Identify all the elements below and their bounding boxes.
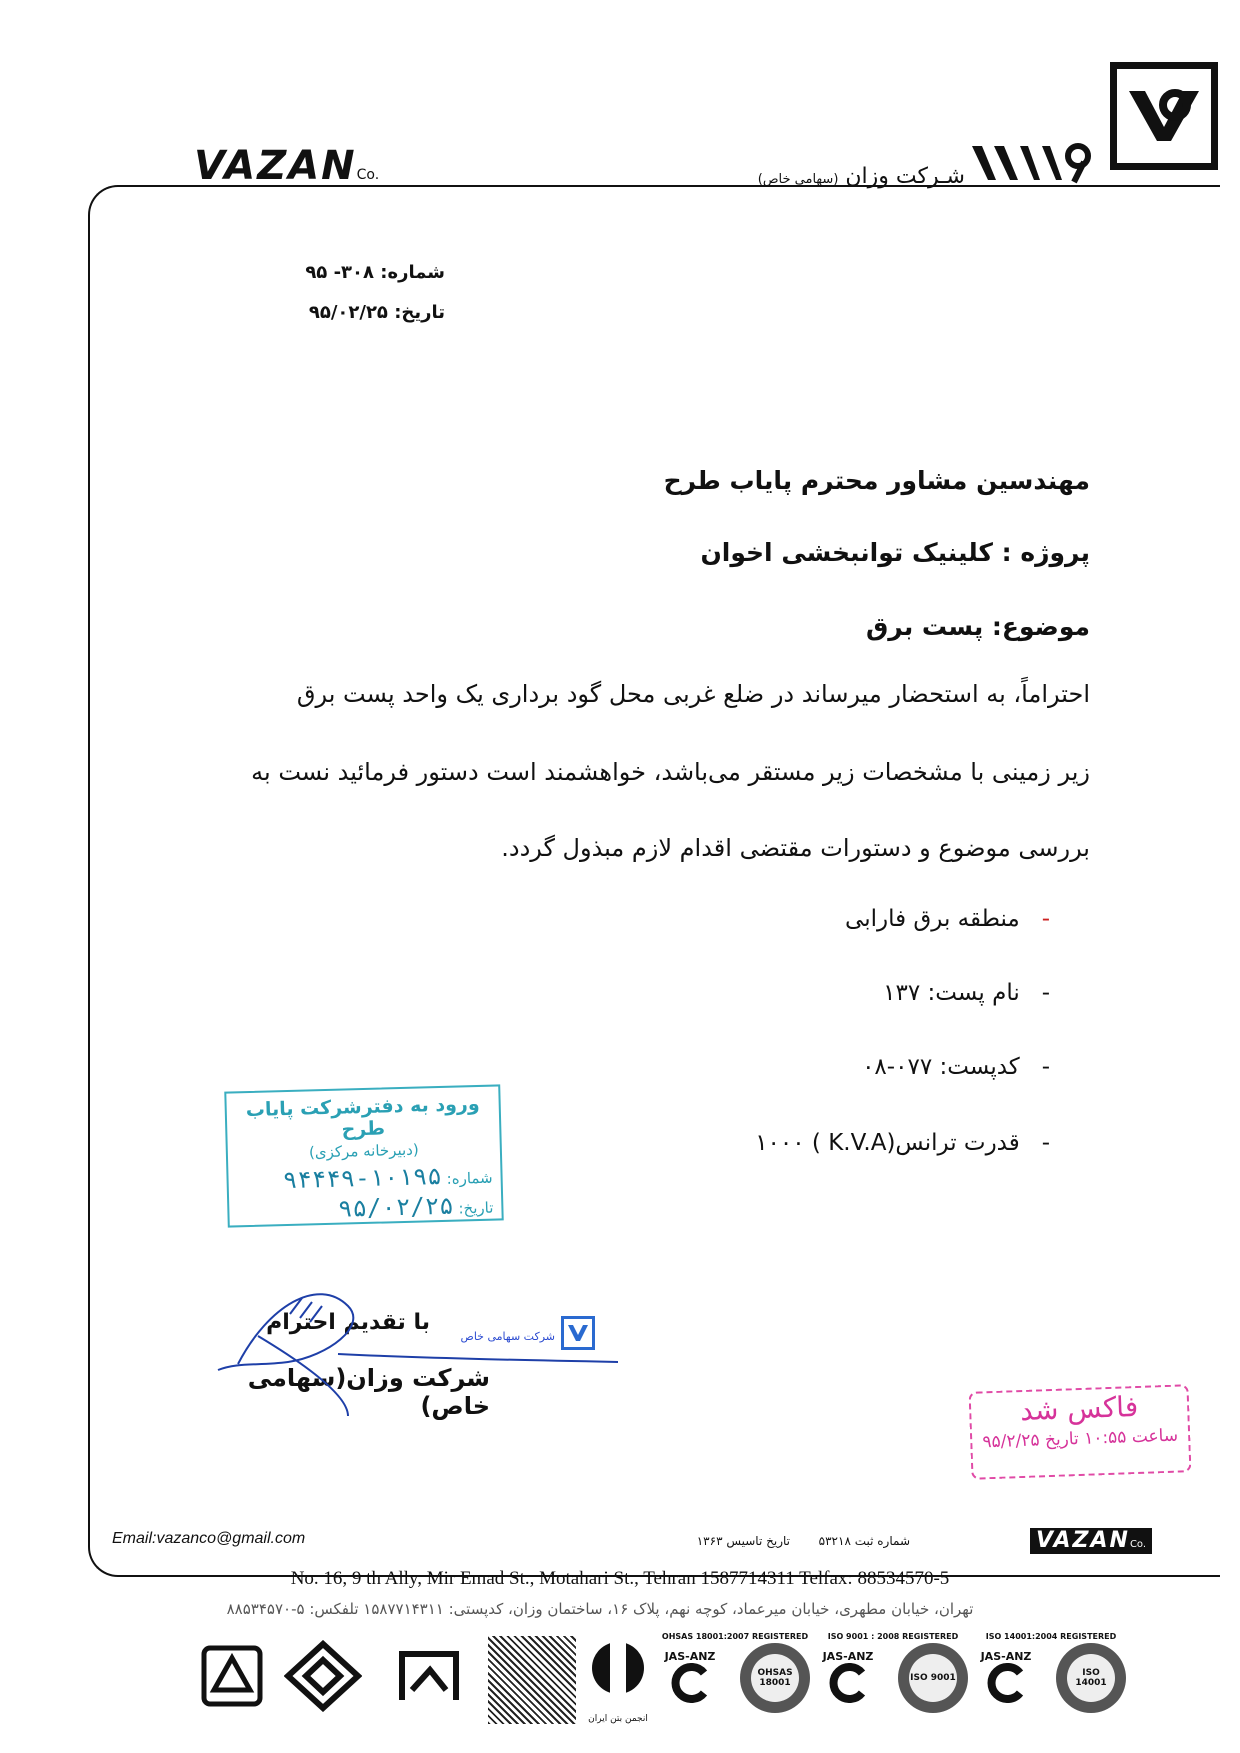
stamp-date-label: تاریخ: xyxy=(458,1198,494,1218)
stamp-date-row xyxy=(229,1190,502,1225)
vazan-emblem-logo xyxy=(1110,62,1218,170)
company-name-fa: شـرکت وزان xyxy=(845,164,965,189)
building-emblem-icon xyxy=(396,1646,462,1706)
certification-seal-icon xyxy=(1056,1643,1126,1713)
footer-address-fa: تهران، خیابان مطهری، خیابان میرعماد، کوچه نهم، پلاک ۱۶، ساختمان وزان، کدپستی: ۱۵۸۷۷۱۴۳۱۱ تلفکس: ۵-۸۸۵۳۴۵۷۰ xyxy=(226,1600,974,1618)
body-line-2: زیر زمینی با مشخصات زیر مستقر می‌باشد، خواهشمند است دستور فرمائید نست به xyxy=(251,758,1090,786)
certification-seal-icon xyxy=(898,1643,968,1713)
spec-text: قدرت ترانس(K.V.A ) ۱۰۰۰ xyxy=(755,1130,1020,1156)
certification-badge xyxy=(976,1632,1126,1713)
association-caption: انجمن بتن ایران xyxy=(588,1714,648,1724)
certification-title: ISO 9001 : 2008 REGISTERED xyxy=(827,1632,959,1641)
partner-logo-3 xyxy=(396,1646,462,1710)
footer-brand-latin xyxy=(1030,1528,1152,1554)
fax-stamp-line-2: ساعت ۱۰:۵۵ تاریخ ۹۵/۲/۲۵ xyxy=(982,1425,1179,1453)
stamp-number-row xyxy=(228,1160,501,1195)
certification-title: OHSAS 18001:2007 REGISTERED xyxy=(661,1632,809,1641)
certification-body: JAS-ANZ xyxy=(664,1649,716,1663)
stamp-number-label: شماره: xyxy=(446,1168,493,1188)
spec-text: نام پست: ۱۳۷ xyxy=(883,980,1020,1006)
certification-seal-text: OHSAS 18001 xyxy=(751,1654,799,1702)
certification-badge xyxy=(818,1632,968,1713)
footer-email: Email:vazanco@gmail.com xyxy=(112,1530,306,1547)
certification-seal-icon xyxy=(740,1643,810,1713)
footer-registration: شماره ثبت ۵۳۲۱۸ xyxy=(818,1534,910,1548)
seal-text: شرکت سهامی خاص xyxy=(460,1330,555,1343)
concrete-association-icon xyxy=(588,1636,648,1710)
header-brand-fa-logo xyxy=(968,138,1098,190)
spec-item xyxy=(700,1130,1050,1156)
brand-latin-text: VAZAN xyxy=(194,143,357,189)
project-title: پروژه : کلینیک توانبخشی اخوان xyxy=(700,538,1090,567)
received-stamp xyxy=(224,1084,503,1227)
stamp-line-1: ورود به دفترشرکت پایاب طرح xyxy=(245,1092,480,1141)
spec-item xyxy=(700,906,1050,932)
partner-logo-5 xyxy=(588,1636,648,1724)
jas-anz-c-icon xyxy=(984,1663,1028,1703)
closing-regards: با تقدیم احترام xyxy=(266,1310,430,1335)
diamond-knot-icon xyxy=(284,1640,362,1712)
fax-stamp xyxy=(969,1384,1192,1480)
spec-item xyxy=(700,1054,1050,1080)
body-line-1: احتراماً، به استحضار میرساند در ضلع غربی محل گود برداری یک واحد پست برق xyxy=(296,680,1090,708)
certification-body: JAS-ANZ xyxy=(980,1649,1032,1663)
company-type-fa: (سهامی خاص) xyxy=(757,172,839,187)
vazan-fa-wordmark-icon xyxy=(968,138,1098,186)
list-dash: - xyxy=(1019,1054,1050,1080)
fax-stamp-line-1: فاکس شد xyxy=(1019,1389,1139,1428)
emblem-icon xyxy=(1117,69,1211,163)
certification-seal-text: ISO 9001 xyxy=(909,1654,957,1702)
certification-badge xyxy=(660,1632,810,1713)
body-line-3: بررسی موضوع و دستورات مقتضی اقدام لازم مبذول گردد. xyxy=(501,834,1090,862)
partner-logo-4 xyxy=(488,1636,576,1724)
stamp-date-value: ۹۵/۰۲/۲۵ xyxy=(337,1191,455,1223)
footer-founded: تاریخ تاسیس ۱۳۶۳ xyxy=(696,1534,790,1548)
list-dash: - xyxy=(1019,1130,1050,1156)
certification-body: JAS-ANZ xyxy=(822,1649,874,1663)
spec-text: کدپست: ۰۷۷-۰۸ xyxy=(862,1054,1020,1080)
letter-number: شماره: ۳۰۸- ۹۵ xyxy=(305,262,445,283)
brand-latin-suffix: Co. xyxy=(356,167,380,183)
footer-address-en: No. 16, 9 th Ally, Mir Emad St., Motahari St., Tehran 1587714311 Telfax: 88534570-5 xyxy=(290,1568,950,1589)
signature-icon xyxy=(198,1266,618,1426)
association-emblem-icon xyxy=(196,1640,268,1712)
jas-anz-c-icon xyxy=(826,1663,870,1703)
subject-title: موضوع: پست برق xyxy=(865,612,1090,641)
footer-brand-text: VAZAN xyxy=(1036,1528,1130,1553)
letter-date: تاریخ: ۹۵/۰۲/۲۵ xyxy=(308,302,445,323)
stamp-line-2: (دبیرخانه مرکزی) xyxy=(308,1140,419,1162)
stamp-number-value: ۱۰۱۹۵-۹۴۴۴۹ xyxy=(282,1161,443,1195)
certification-title: ISO 14001:2004 REGISTERED xyxy=(985,1632,1117,1641)
partner-logo-1 xyxy=(196,1640,268,1716)
addressee: مهندسین مشاور محترم پایاب طرح xyxy=(663,466,1090,495)
partner-logo-2 xyxy=(284,1640,362,1716)
footer-brand-suffix: Co. xyxy=(1129,1539,1147,1550)
spec-text: منطقه برق فارابی xyxy=(845,906,1020,932)
jas-anz-c-icon xyxy=(668,1663,712,1703)
list-dash: - xyxy=(1019,906,1050,932)
list-dash: - xyxy=(1019,980,1050,1006)
spec-item xyxy=(700,980,1050,1006)
certification-seal-text: ISO 14001 xyxy=(1067,1654,1115,1702)
closing-company: شرکت وزان(سهامی خاص) xyxy=(247,1364,490,1420)
